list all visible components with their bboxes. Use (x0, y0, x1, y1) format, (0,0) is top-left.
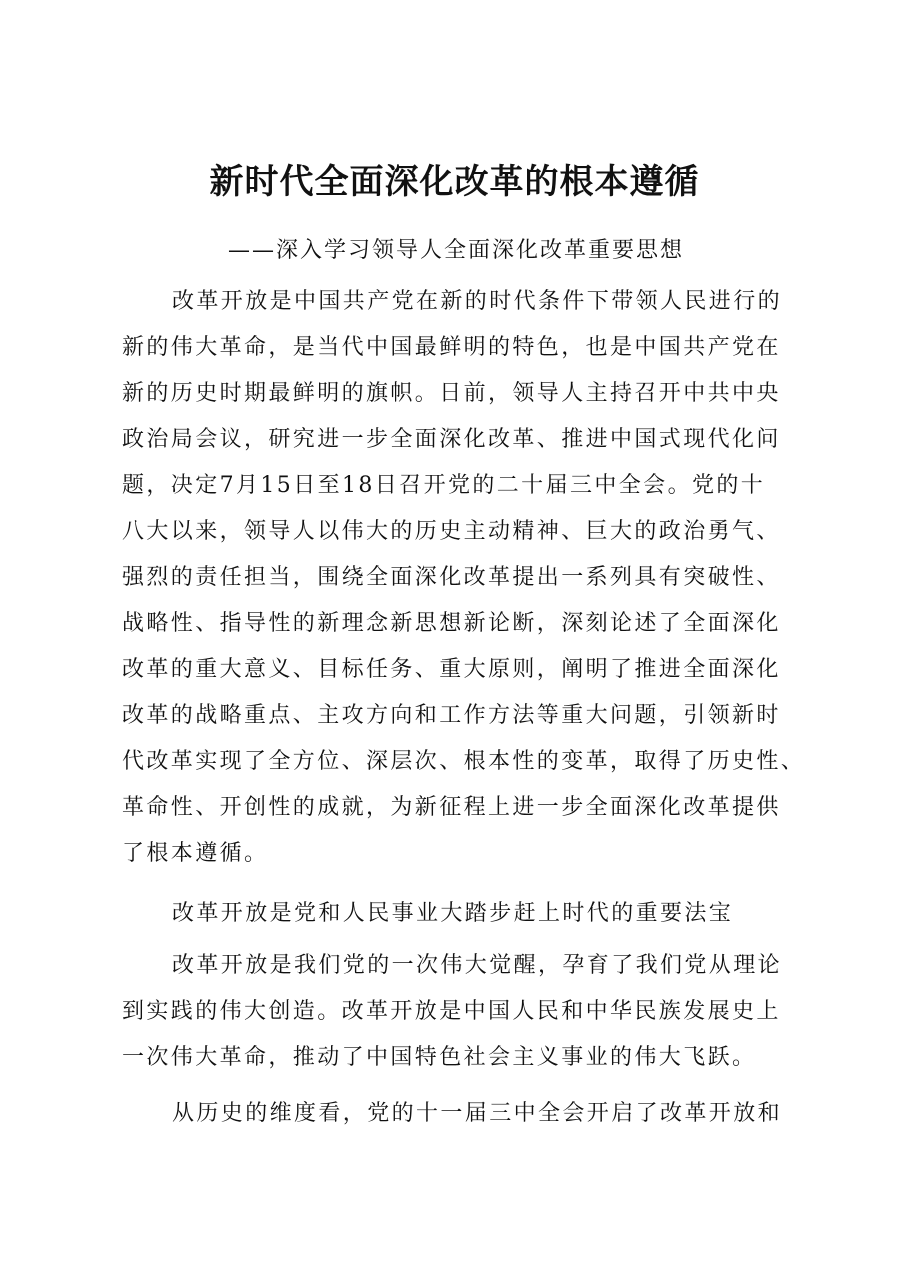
document-title: 新时代全面深化改革的根本遵循 (209, 162, 700, 202)
paragraph-line: 新的伟大革命，是当代中国最鲜明的特色，也是中国共产党在 (122, 335, 781, 360)
paragraph-line: 改革的战略重点、主攻方向和工作方法等重大问题，引领新时 (122, 703, 781, 728)
paragraph-line: 从历史的维度看，党的十一届三中全会开启了改革开放和 (172, 1101, 783, 1126)
paragraph-line: 改革开放是我们党的一次伟大觉醒，孕育了我们党从理论 (172, 953, 783, 978)
paragraph-line: 代改革实现了全方位、深层次、根本性的变革，取得了历史性、 (122, 749, 806, 774)
paragraph-line: 革命性、开创性的成就，为新征程上进一步全面深化改革提供 (122, 795, 781, 820)
paragraph-line: 题，决定7月15日至18日召开党的二十届三中全会。党的十 (122, 473, 766, 498)
paragraph-line: 政治局会议，研究进一步全面深化改革、推进中国式现代化问 (122, 427, 781, 452)
paragraph-line: 八大以来，领导人以伟大的历史主动精神、巨大的政治勇气、 (122, 519, 781, 544)
paragraph-line: 了根本遵循。 (122, 841, 269, 866)
paragraph-line: 改革的重大意义、目标任务、重大原则，阐明了推进全面深化 (122, 657, 781, 682)
paragraph-line: 一次伟大革命，推动了中国特色社会主义事业的伟大飞跃。 (122, 1045, 757, 1070)
paragraph-line: 强烈的责任担当，围绕全面深化改革提出一系列具有突破性、 (122, 565, 781, 590)
paragraph-line: 到实践的伟大创造。改革开放是中国人民和中华民族发展史上 (122, 999, 781, 1024)
paragraph-line: 新的历史时期最鲜明的旗帜。日前，领导人主持召开中共中央 (122, 381, 781, 406)
paragraph-line: 改革开放是中国共产党在新的时代条件下带领人民进行的 (172, 289, 783, 314)
section-heading: 改革开放是党和人民事业大踏步赶上时代的重要法宝 (172, 901, 734, 926)
paragraph-line: 战略性、指导性的新理念新思想新论断，深刻论述了全面深化 (122, 611, 781, 636)
document-subtitle: ——深入学习领导人全面深化改革重要思想 (228, 238, 685, 263)
